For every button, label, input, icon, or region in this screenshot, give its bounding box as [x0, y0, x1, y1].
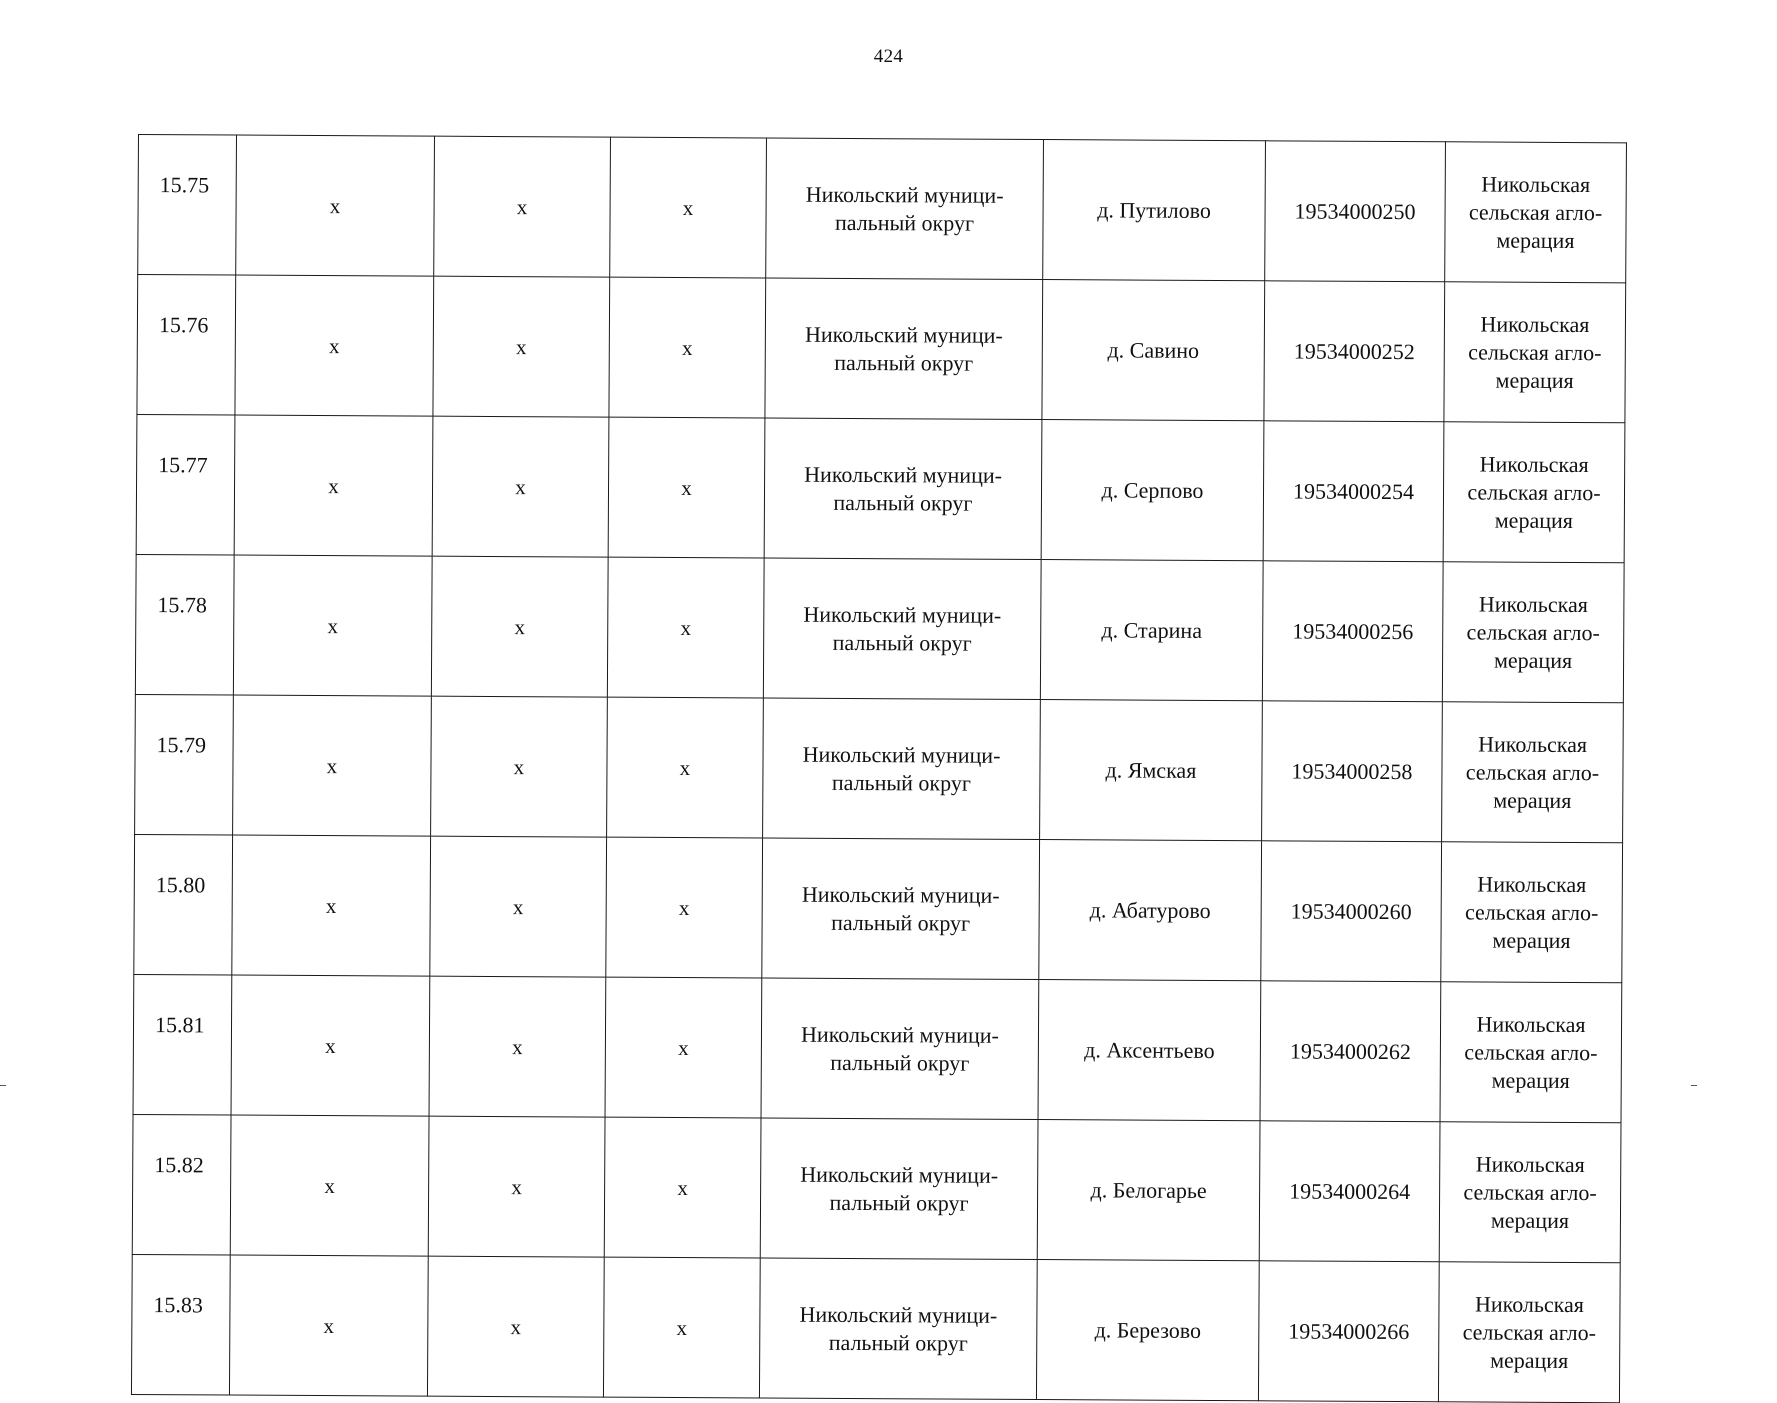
column-2-cell: x	[229, 1255, 428, 1396]
row-number-cell: 15.78	[135, 554, 234, 695]
column-2-cell: x	[235, 275, 434, 416]
municipality-cell: Никольский муници-пальный округ	[760, 1118, 1038, 1260]
table-row	[133, 974, 1622, 1122]
column-2-cell: x	[236, 135, 435, 276]
municipality-cell: Никольский муници-пальный округ	[763, 558, 1041, 700]
municipality-cell: Никольский муници-пальный округ	[763, 698, 1041, 840]
table-row	[135, 694, 1624, 842]
column-3-cell: x	[432, 416, 609, 557]
table-row	[135, 554, 1624, 702]
right-edge-mark	[1691, 1085, 1697, 1086]
agglomeration-cell: Никольская сельская агло-мерация	[1439, 1122, 1621, 1263]
column-2-cell: x	[231, 975, 430, 1116]
column-4-cell: x	[605, 977, 762, 1118]
oktmo-code-cell: 19534000254	[1263, 421, 1444, 562]
page-number: 424	[873, 46, 904, 67]
column-4-cell: x	[607, 557, 764, 698]
municipality-cell: Никольский муници-пальный округ	[765, 278, 1043, 420]
oktmo-code-cell: 19534000260	[1261, 841, 1442, 982]
agglomeration-cell: Никольская сельская агло-мерация	[1441, 842, 1623, 983]
agglomeration-cell: Никольская сельская агло-мерация	[1443, 422, 1625, 563]
column-4-cell: x	[609, 277, 766, 418]
oktmo-code-cell: 19534000266	[1258, 1261, 1439, 1402]
settlement-cell: д. Аксентьево	[1038, 980, 1261, 1121]
column-2-cell: x	[233, 695, 432, 836]
agglomeration-cell: Никольская сельская агло-мерация	[1442, 702, 1624, 843]
row-number-cell: 15.77	[136, 414, 235, 555]
column-3-cell: x	[428, 1116, 605, 1257]
column-2-cell: x	[233, 555, 432, 696]
table-row	[136, 414, 1625, 562]
column-4-cell: x	[603, 1257, 760, 1398]
settlement-cell: д. Белогарье	[1037, 1120, 1260, 1261]
oktmo-code-cell: 19534000264	[1259, 1121, 1440, 1262]
oktmo-code-cell: 19534000252	[1264, 281, 1445, 422]
row-number-cell: 15.83	[131, 1254, 230, 1395]
column-3-cell: x	[431, 556, 608, 697]
settlement-cell: д. Ямская	[1040, 700, 1263, 841]
column-2-cell: x	[232, 835, 431, 976]
settlements-table	[131, 134, 1627, 1403]
column-3-cell: x	[427, 1256, 604, 1397]
column-2-cell: x	[230, 1115, 429, 1256]
settlement-cell: д. Старина	[1040, 560, 1263, 701]
municipality-cell: Никольский муници-пальный округ	[766, 138, 1044, 280]
agglomeration-cell: Никольская сельская агло-мерация	[1440, 982, 1622, 1123]
table-row	[132, 1114, 1621, 1262]
agglomeration-cell: Никольская сельская агло-мерация	[1444, 282, 1626, 423]
oktmo-code-cell: 19534000262	[1260, 981, 1441, 1122]
row-number-cell: 15.80	[134, 834, 233, 975]
settlement-cell: д. Путилово	[1043, 140, 1266, 281]
settlement-cell: д. Абатурово	[1039, 840, 1262, 981]
agglomeration-cell: Никольская сельская агло-мерация	[1442, 562, 1624, 703]
column-4-cell: x	[608, 417, 765, 558]
row-number-cell: 15.79	[135, 694, 234, 835]
column-3-cell: x	[433, 276, 610, 417]
municipality-cell: Никольский муници-пальный округ	[764, 418, 1042, 560]
row-number-cell: 15.76	[137, 275, 236, 416]
column-3-cell: x	[429, 976, 606, 1117]
table-row	[134, 834, 1623, 982]
column-4-cell: x	[604, 1117, 761, 1258]
agglomeration-cell: Никольская сельская агло-мерация	[1438, 1262, 1620, 1403]
table-row	[138, 135, 1627, 283]
settlement-cell: д. Савино	[1042, 280, 1265, 421]
table-body	[131, 135, 1626, 1403]
column-4-cell: x	[607, 697, 764, 838]
column-3-cell: x	[430, 836, 607, 977]
settlement-cell: д. Серпово	[1041, 420, 1264, 561]
column-2-cell: x	[234, 415, 433, 556]
agglomeration-cell: Никольская сельская агло-мерация	[1445, 142, 1627, 283]
row-number-cell: 15.82	[132, 1114, 231, 1255]
oktmo-code-cell: 19534000250	[1265, 141, 1446, 282]
oktmo-code-cell: 19534000256	[1262, 561, 1443, 702]
municipality-cell: Никольский муници-пальный округ	[759, 1258, 1037, 1400]
column-3-cell: x	[431, 696, 608, 837]
table-row	[131, 1254, 1620, 1402]
oktmo-code-cell: 19534000258	[1262, 701, 1443, 842]
settlement-cell: д. Березово	[1036, 1260, 1259, 1401]
municipality-cell: Никольский муници-пальный округ	[761, 978, 1039, 1120]
column-3-cell: x	[434, 136, 611, 277]
left-edge-mark	[0, 1085, 6, 1086]
row-number-cell: 15.75	[138, 135, 237, 276]
row-number-cell: 15.81	[133, 974, 232, 1115]
column-4-cell: x	[606, 837, 763, 978]
table-row	[137, 275, 1626, 423]
municipality-cell: Никольский муници-пальный округ	[762, 838, 1040, 980]
column-4-cell: x	[610, 137, 767, 278]
